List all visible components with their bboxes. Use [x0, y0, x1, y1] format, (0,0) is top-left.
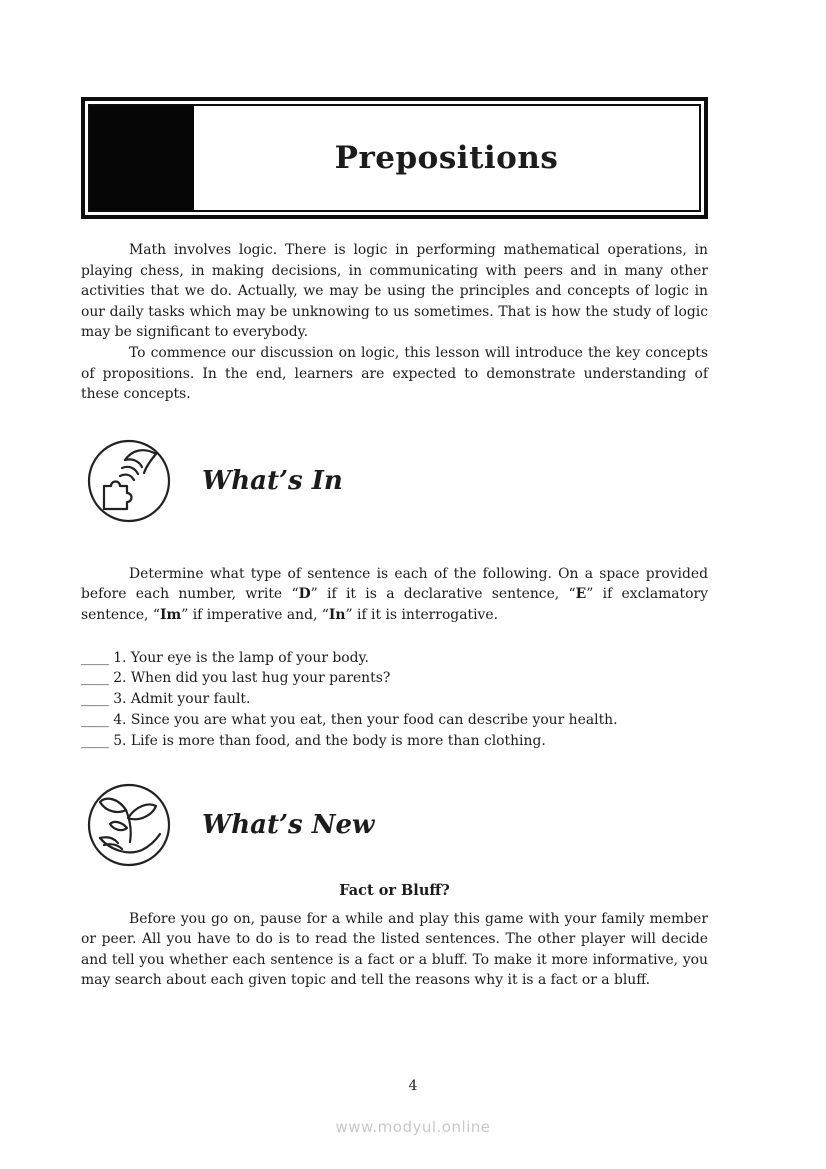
intro-paragraph-2: To commence our discussion on logic, this lesson will introduce the key concepts of propositions. In the end, learners are expected to demonstrate understanding of these concepts.: [81, 344, 708, 403]
puzzle-hand-icon: [86, 438, 172, 524]
sprout-hand-icon: [86, 782, 172, 868]
instructions-text: Determine what type of sentence is each of the following. On a space provided before each number, write “: [81, 565, 708, 603]
instructions-text: ” if imperative and, “: [181, 606, 329, 623]
sentence-list: [81, 648, 708, 752]
whats-in-section-header: [86, 438, 708, 524]
page-content: [81, 97, 708, 991]
instructions-paragraph: [81, 564, 708, 626]
whats-new-heading: What’s New: [202, 809, 375, 840]
lesson-number-block: [90, 106, 194, 210]
list-item-4: ____ 4. Since you are what you eat, then your food can describe your health.: [81, 711, 618, 728]
lesson-title-area: [194, 106, 699, 210]
instructions-text: ” if it is interrogative.: [345, 606, 498, 623]
instructions-bold-e: E: [575, 586, 587, 603]
instructions-bold-im: Im: [159, 606, 182, 623]
list-item-1: ____ 1. Your eye is the lamp of your body.: [81, 649, 369, 666]
lesson-header: [81, 97, 708, 219]
intro-paragraph-1: Math involves logic. There is logic in performing mathematical operations, in playing chess, in making decisions, in communicating with peers and in many other activities that we do. Actually, we may be using the principles and concepts of logic in our daily tasks which may be unknowing to us sometimes. That is how the study of logic may be significant to everybody.: [81, 242, 708, 341]
whats-new-paragraph: Before you go on, pause for a while and play this game with your family member or peer. All you have to do is to read the listed sentences. The other player will decide and tell you whether each sentence is a fact or a bluff. To make it more informative, you may search about each given topic and tell the reasons why it is a fact or a bluff.: [81, 910, 708, 989]
instructions-text: ” if exclamatory sentence, “: [81, 586, 708, 623]
instructions-bold-d: D: [298, 586, 311, 603]
whats-in-heading: What’s In: [202, 465, 343, 496]
list-item-5: ____ 5. Life is more than food, and the body is more than clothing.: [81, 732, 546, 749]
lesson-header-inner: [88, 104, 701, 212]
fact-or-bluff-heading: Fact or Bluff?: [339, 881, 450, 899]
list-item-2: ____ 2. When did you last hug your parents?: [81, 670, 391, 687]
page-number: 4: [408, 1078, 418, 1094]
page-title: Prepositions: [334, 140, 559, 176]
list-item-3: ____ 3. Admit your fault.: [81, 691, 251, 708]
instructions-text: ” if it is a declarative sentence, “: [310, 586, 576, 603]
watermark: www.modyul.online: [335, 1118, 491, 1136]
whats-new-section-header: [86, 782, 708, 868]
instructions-bold-in: In: [328, 606, 346, 623]
